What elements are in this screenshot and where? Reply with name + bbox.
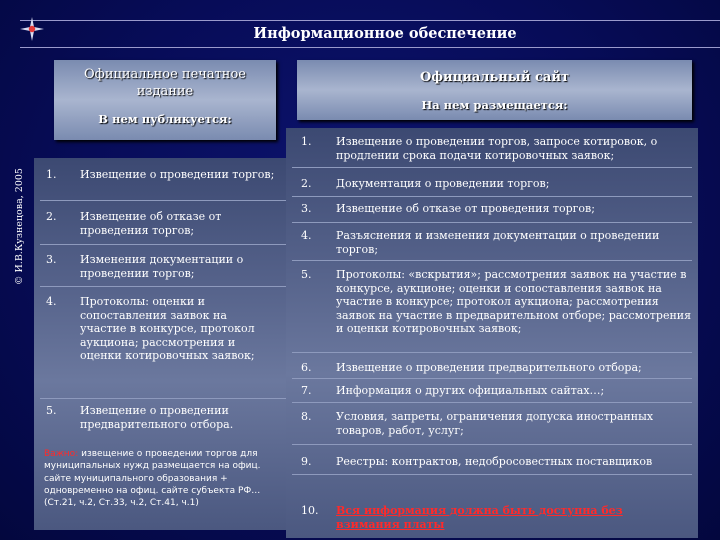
left-item: Извещение об отказе от проведения торгов;: [80, 210, 222, 237]
right-item-highlight: Вся информация должна быть доступна без взимания платы: [336, 504, 623, 531]
divider: [292, 260, 692, 261]
divider: [292, 402, 692, 403]
right-item-number: 6.: [301, 361, 312, 374]
left-item: Извещение о проведении торгов;: [80, 168, 275, 181]
left-header-subtitle: В нем публикуется:: [98, 112, 232, 126]
right-item: Извещение об отказе от проведения торгов;: [336, 202, 595, 215]
compass-star-icon: [20, 17, 44, 41]
left-item: Изменения документации о проведении торгов;: [80, 253, 244, 280]
right-item-number: 9.: [301, 455, 312, 468]
right-item: Протоколы: «вскрытия»; рассмотрения заявок на участие в конкурсе, аукционе; оценки и сопоставления заявок на участие в конкурсе; протокол аукциона; рассмотрения заявок на участие в предварительном отборе; рассмотрения и оценки котировочных заявок;: [336, 268, 692, 335]
divider: [40, 286, 286, 287]
right-item: Информация о других официальных сайтах…;: [336, 384, 605, 397]
note-text: извещение о проведении торгов для муниципальных нужд размещается на офиц. сайте муниципального образования + одновременно на офиц. сайте субъекта РФ…(Ст.21, ч.2, Ст.33, ч.2, Ст.41, ч.1): [44, 449, 261, 509]
right-item: Извещение о проведении предварительного отбора;: [336, 361, 642, 374]
left-item-number: 1.: [46, 168, 57, 181]
right-header: [297, 60, 692, 120]
important-note: [44, 448, 280, 509]
left-item: Извещение о проведении предварительного отбора.: [80, 404, 234, 431]
left-header-title: Официальное печатное издание: [83, 67, 246, 99]
divider: [40, 398, 286, 399]
right-item-number: 10.: [301, 504, 319, 517]
right-header-title: Официальный сайт: [419, 70, 570, 85]
right-item-number: 3.: [301, 202, 312, 215]
right-item: Реестры: контрактов, недобросовестных поставщиков: [336, 455, 653, 468]
divider: [292, 444, 692, 445]
right-item-number: 4.: [301, 229, 312, 242]
divider: [292, 352, 692, 353]
left-item: Протоколы: оценки и сопоставления заявок на участие в конкурсе, протокол аукциона; рассмотрения и оценки котировочных заявок;: [80, 295, 255, 362]
left-item-number: 5.: [46, 404, 57, 417]
right-item: Разъяснения и изменения документации о проведении торгов;: [336, 229, 660, 256]
left-header: [54, 60, 276, 140]
divider: [292, 167, 692, 168]
copyright-note: © И.В.Кузнецова, 2005: [14, 168, 25, 285]
divider: [292, 474, 692, 475]
left-item-number: 2.: [46, 210, 57, 223]
right-item: Извещение о проведении торгов, запросе котировок, о продлении срока подачи котировочных заявок;: [336, 135, 658, 162]
right-header-subtitle: На нем размещается:: [421, 98, 568, 112]
right-item-number: 8.: [301, 410, 312, 423]
page-title: Информационное обеспечение: [253, 25, 517, 42]
divider: [292, 378, 692, 379]
right-item-number: 1.: [301, 135, 312, 148]
right-item-number: 2.: [301, 177, 312, 190]
left-item-number: 3.: [46, 253, 57, 266]
divider: [292, 196, 692, 197]
divider: [40, 200, 286, 201]
right-item: Условия, запреты, ограничения допуска иностранных товаров, работ, услуг;: [336, 410, 654, 437]
note-label: Важно:: [44, 449, 79, 459]
right-item: Документация о проведении торгов;: [336, 177, 550, 190]
left-item-number: 4.: [46, 295, 57, 308]
divider: [292, 222, 692, 223]
divider: [40, 244, 286, 245]
right-item-number: 7.: [301, 384, 312, 397]
right-item-number: 5.: [301, 268, 312, 281]
